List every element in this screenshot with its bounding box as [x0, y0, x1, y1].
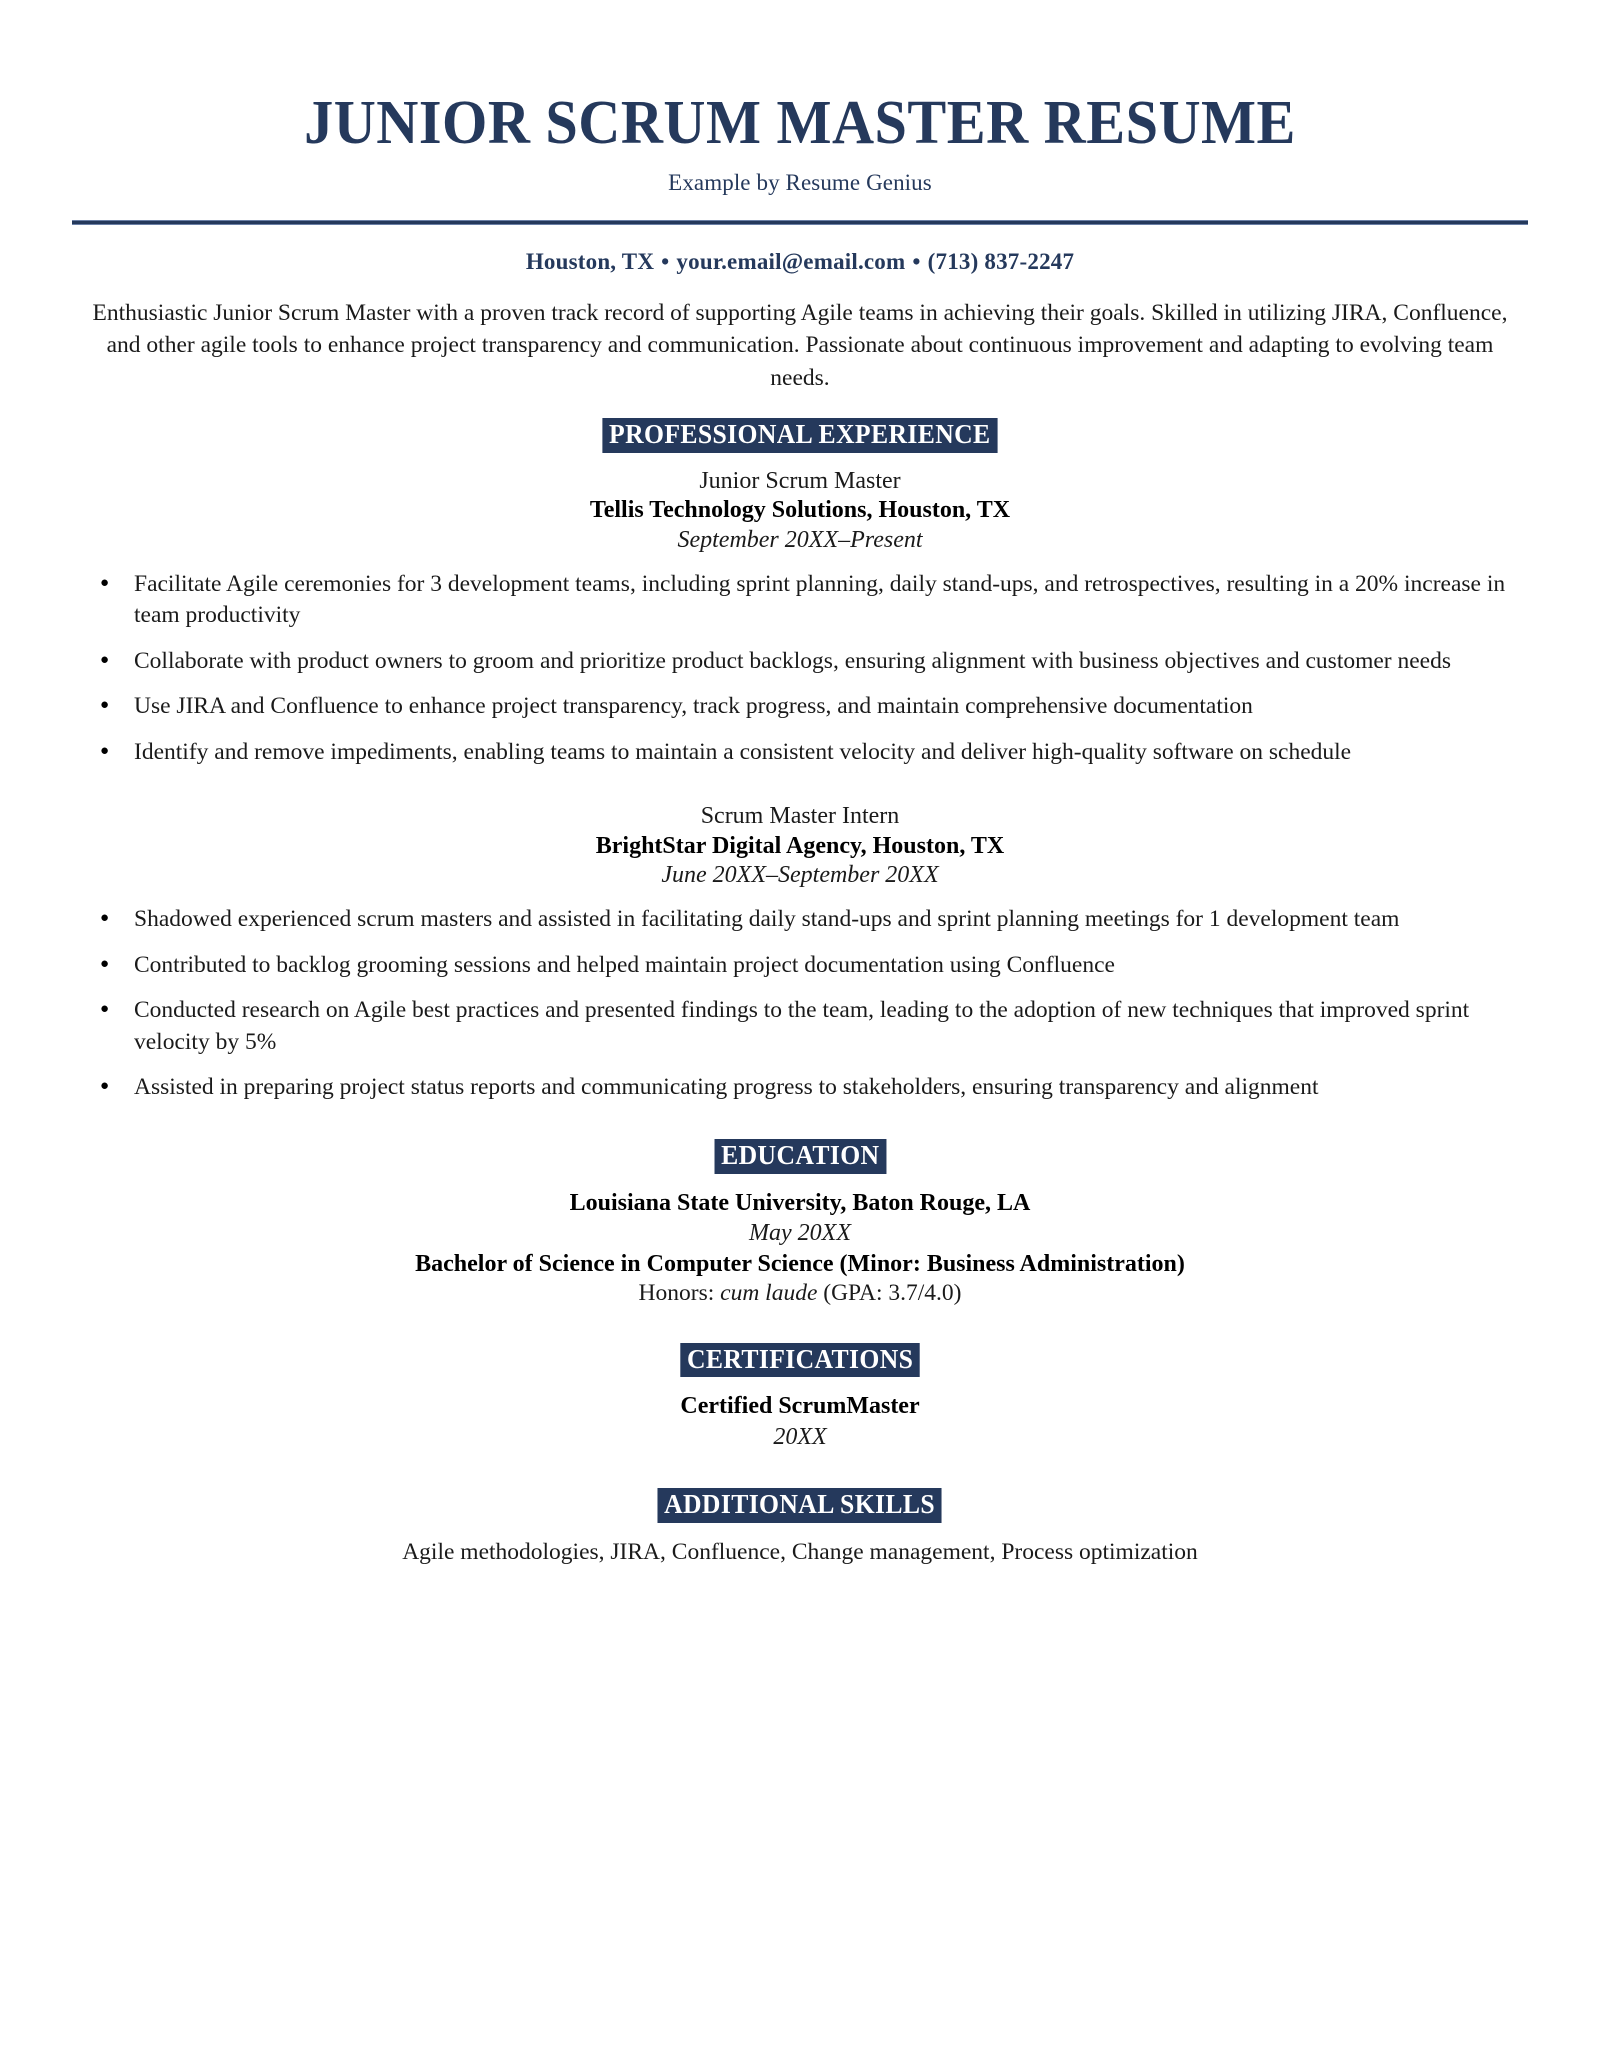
job-title: Scrum Master Intern	[700, 803, 900, 830]
honors-gpa: (GPA: 3.7/4.0)	[817, 1279, 962, 1306]
experience-entry-header	[72, 802, 1528, 890]
honors-prefix: Honors:	[638, 1279, 721, 1306]
skills-list: Agile methodologies, JIRA, Confluence, Change management, Process optimization	[402, 1538, 1198, 1565]
experience-entry-header	[72, 467, 1528, 555]
contact-separator-icon: •	[661, 249, 670, 274]
job-dates: June 20XX–September 20XX	[661, 861, 939, 888]
job-title: Junior Scrum Master	[699, 468, 901, 495]
certification-year: 20XX	[773, 1423, 827, 1450]
list-item: ● Conducted research on Agile best practices and presented findings to the team, leading to the adoption of new techniques that improved sprint velocity by 5%	[72, 995, 1528, 1058]
resume-header	[72, 0, 1528, 225]
education-school: Louisiana State University, Baton Rouge, LA	[569, 1190, 1031, 1217]
list-item: ● Use JIRA and Confluence to enhance project transparency, track progress, and maintain comprehensive documentation	[72, 691, 1528, 722]
list-item: ● Assisted in preparing project status reports and communicating progress to stakeholders, ensuring transparency and alignment	[72, 1072, 1528, 1103]
education-degree: Bachelor of Science in Computer Science (Minor: Business Administration)	[415, 1250, 1185, 1277]
contact-separator-icon: •	[912, 249, 921, 274]
section-certifications	[72, 1343, 1528, 1378]
experience-entry	[72, 802, 1528, 1103]
certification-name: Certified ScrumMaster	[680, 1393, 920, 1420]
section-heading-experience: PROFESSIONAL EXPERIENCE	[603, 418, 998, 453]
section-heading-certifications: CERTIFICATIONS	[680, 1343, 920, 1378]
entry-spacer	[72, 768, 1528, 802]
job-company: BrightStar Digital Agency, Houston, TX	[595, 832, 1005, 859]
education-entry	[72, 1188, 1528, 1308]
page-title: JUNIOR SCRUM MASTER RESUME	[304, 89, 1296, 157]
section-experience	[72, 418, 1528, 453]
education-date: May 20XX	[749, 1220, 851, 1247]
honors-distinction: cum laude	[720, 1279, 818, 1306]
job-bullets	[72, 569, 1528, 768]
certification-entry	[72, 1391, 1528, 1451]
list-item: ● Contributed to backlog grooming sessions and helped maintain project documentation using Confluence	[72, 950, 1528, 981]
section-heading-skills: ADDITIONAL SKILLS	[658, 1488, 942, 1523]
contact-location: Houston, TX	[525, 249, 655, 274]
contact-line	[72, 249, 1528, 275]
list-item: ● Collaborate with product owners to groom and prioritize product backlogs, ensuring alignment with business objectives and customer needs	[72, 646, 1528, 677]
contact-phone[interactable]: (713) 837-2247	[927, 249, 1075, 274]
job-bullets	[72, 904, 1528, 1103]
section-education	[72, 1139, 1528, 1174]
list-item: ● Identify and remove impediments, enabling teams to maintain a consistent velocity and deliver high-quality software on schedule	[72, 737, 1528, 768]
experience-entry	[72, 467, 1528, 768]
contact-email[interactable]: your.email@email.com	[676, 249, 906, 274]
professional-summary: Enthusiastic Junior Scrum Master with a proven track record of supporting Agile teams in achieving their goals. Skilled in utilizing JIRA, Confluence, and other agile tools to enhance project transparency and communication. Passionate about continuous improvement and adapting to evolving team needs.	[92, 300, 1508, 391]
list-item: ● Shadowed experienced scrum masters and assisted in facilitating daily stand-ups and sprint planning meetings for 1 development team	[72, 904, 1528, 935]
education-honors	[72, 1279, 1528, 1309]
header-divider	[72, 220, 1528, 225]
list-item: ● Facilitate Agile ceremonies for 3 development teams, including sprint planning, daily stand-ups, and retrospectives, resulting in a 20% increase in team productivity	[72, 569, 1528, 632]
job-company: Tellis Technology Solutions, Houston, TX	[589, 497, 1011, 524]
section-heading-education: EDUCATION	[714, 1139, 886, 1174]
job-dates: September 20XX–Present	[677, 526, 923, 553]
section-skills	[72, 1488, 1528, 1523]
resume-subtitle: Example by Resume Genius	[668, 170, 932, 195]
